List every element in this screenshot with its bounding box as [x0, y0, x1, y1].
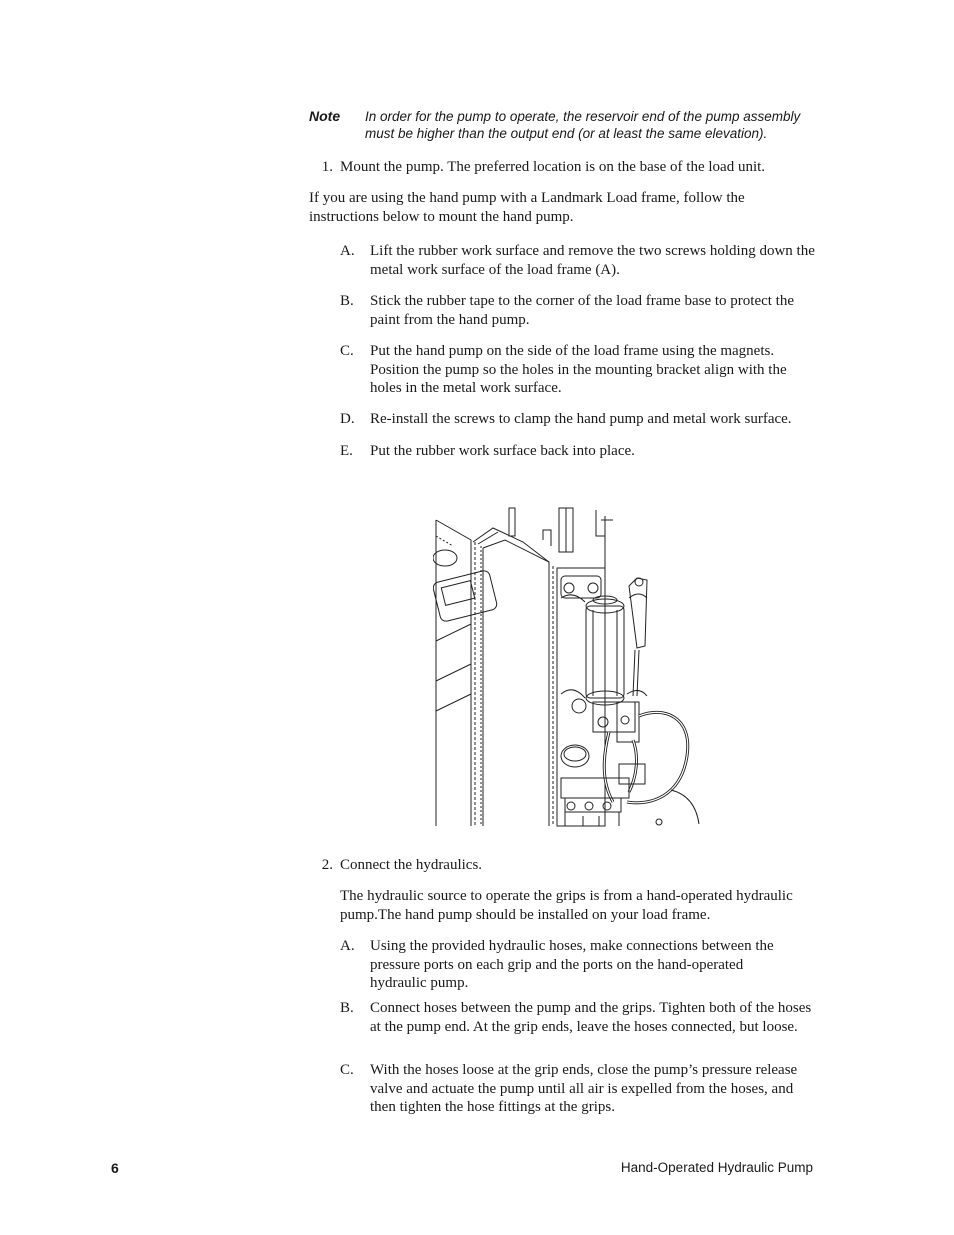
substep-text: Using the provided hydraulic hoses, make connections between the pressure ports on each grip and the ports on the hand-operated hydraulic pump.: [370, 938, 774, 992]
substep-2c: [340, 1061, 820, 1117]
note-label: Note: [309, 108, 341, 124]
substep-letter: B.: [340, 1000, 354, 1016]
step-2-number: 2.: [321, 857, 333, 873]
substep-1e: [340, 442, 820, 462]
hand-pump-mounting-illustration: [433, 506, 701, 828]
footer-title: Hand-Operated Hydraulic Pump: [620, 1160, 813, 1175]
substep-letter: B.: [340, 293, 354, 309]
substep-letter: A.: [340, 243, 355, 259]
substep-letter: C.: [340, 1062, 354, 1078]
note-text: In order for the pump to operate, the reservoir end of the pump assembly must be higher than the output end (or at least the same elevation).: [365, 109, 801, 141]
substep-letter: E.: [340, 443, 353, 459]
step-2-text: Connect the hydraulics.: [340, 857, 483, 873]
substep-1c: [340, 342, 820, 397]
substep-1d: [340, 410, 820, 430]
step-2-paragraph: The hydraulic source to operate the grips is from a hand-operated hydraulic pump.The hand pump should be installed on your load frame.: [340, 888, 793, 923]
substep-text: Lift the rubber work surface and remove the two screws holding down the metal work surface of the load frame (A).: [370, 243, 815, 278]
substep-2a: [340, 937, 820, 993]
step-1-number: 1.: [321, 159, 333, 175]
substep-text: Stick the rubber tape to the corner of the load frame base to protect the paint from the hand pump.: [370, 293, 794, 328]
substep-text: Connect hoses between the pump and the grips. Tighten both of the hoses at the pump end. At the grip ends, leave the hoses connected, but loose.: [370, 1000, 812, 1035]
page-number: 6: [111, 1160, 119, 1176]
substep-text: With the hoses loose at the grip ends, close the pump’s pressure release valve and actuate the pump until all air is expelled from the hoses, and then tighten the hose fittings at the grips.: [370, 1062, 798, 1116]
substep-1a: [340, 242, 820, 278]
substep-text: Re-install the screws to clamp the hand pump and metal work surface.: [370, 411, 792, 427]
step-1-text: Mount the pump. The preferred location is on the base of the load unit.: [340, 159, 766, 175]
substep-text: Put the rubber work surface back into place.: [370, 443, 635, 459]
substep-2b: [340, 999, 820, 1055]
substep-letter: D.: [340, 411, 355, 427]
substep-text: Put the hand pump on the side of the load frame using the magnets. Position the pump so the holes in the mounting bracket align with the holes in the metal work surface.: [370, 343, 787, 397]
intro-paragraph: If you are using the hand pump with a Landmark Load frame, follow the instructions below to mount the hand pump.: [309, 190, 745, 225]
step-2: [309, 856, 829, 876]
substep-letter: C.: [340, 343, 354, 359]
substep-letter: A.: [340, 938, 355, 954]
substep-1b: [340, 292, 820, 328]
